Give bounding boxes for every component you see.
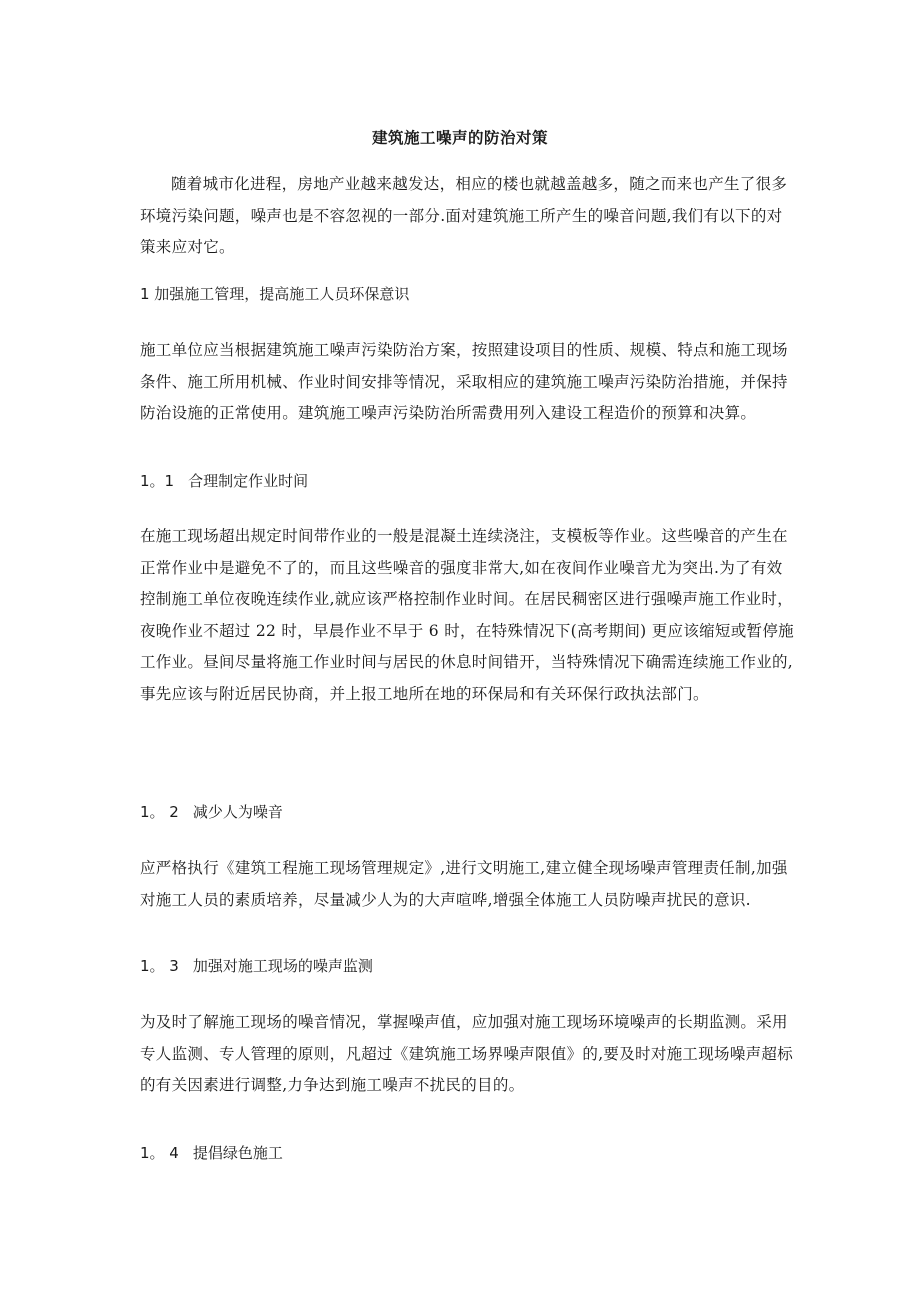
- subsection-number: 1。 3: [140, 957, 179, 975]
- document-title: 建筑施工噪声的防治对策: [371, 128, 548, 148]
- subsection-title: 减少人为噪音: [192, 803, 283, 821]
- subsection-1-2-heading: [140, 801, 283, 822]
- section-1-body: 施工单位应当根据建筑施工噪声污染防治方案，按照建设项目的性质、规模、特点和施工现场条件、施工所用机械、作业时间安排等情况，采取相应的建筑施工噪声污染防治措施，并保持防治设施的正常使用。建筑施工噪声污染防治所需费用列入建设工程造价的预算和决算。: [140, 341, 788, 422]
- subsection-number: 1。 4: [140, 1144, 179, 1162]
- intro-paragraph: 随着城市化进程，房地产业越来越发达，相应的楼也就越盖越多，随之而来也产生了很多环境污染问题，噪声也是不容忽视的一部分.面对建筑施工所产生的噪音问题,我们有以下的对策来应对它。: [140, 175, 788, 256]
- subsection-1-4-heading: [140, 1142, 283, 1163]
- subsection-title: 合理制定作业时间: [188, 472, 309, 490]
- subsection-number: 1。 2: [140, 803, 179, 821]
- section-1-heading: 1 加强施工管理，提高施工人员环保意识: [140, 285, 410, 303]
- subsection-title: 提倡绿色施工: [192, 1144, 283, 1162]
- subsection-title: 加强对施工现场的噪声监测: [192, 957, 373, 975]
- subsection-1-1-heading: [140, 470, 308, 491]
- subsection-1-2-body: 应严格执行《建筑工程施工现场管理规定》,进行文明施工,建立健全现场噪声管理责任制,加强对施工人员的素质培养，尽量减少人为的大声喧哗,增强全体施工人员防噪声扰民的意识.: [140, 859, 788, 909]
- subsection-number: 1。1: [140, 472, 175, 490]
- subsection-1-3-heading: [140, 955, 373, 976]
- subsection-1-3-body: 为及时了解施工现场的噪音情况，掌握噪声值，应加强对施工现场环境噪声的长期监测。采用专人监测、专人管理的原则，凡超过《建筑施工场界噪声限值》的,要及时对施工现场噪声超标的有关因素进行调整,力争达到施工噪声不扰民的目的。: [140, 1013, 794, 1094]
- subsection-1-1-body: 在施工现场超出规定时间带作业的一般是混凝土连续浇注，支模板等作业。这些噪音的产生在正常作业中是避免不了的，而且这些噪音的强度非常大,如在夜间作业噪音尤为突出.为了有效控制施工单位夜晚连续作业,就应该严格控制作业时间。在居民稠密区进行强噪声施工作业时，夜晚作业不超过 22 时，早晨作业不早于 6 时，在特殊情况下(高考期间) 更应该缩短或暂停施工作业。昼间尽量将施工作业时间与居民的休息时间错开，当特殊情况下确需连续施工作业的,事先应该与附近居民协商，并上报工地所在地的环保局和有关环保行政执法部门。: [140, 527, 794, 703]
